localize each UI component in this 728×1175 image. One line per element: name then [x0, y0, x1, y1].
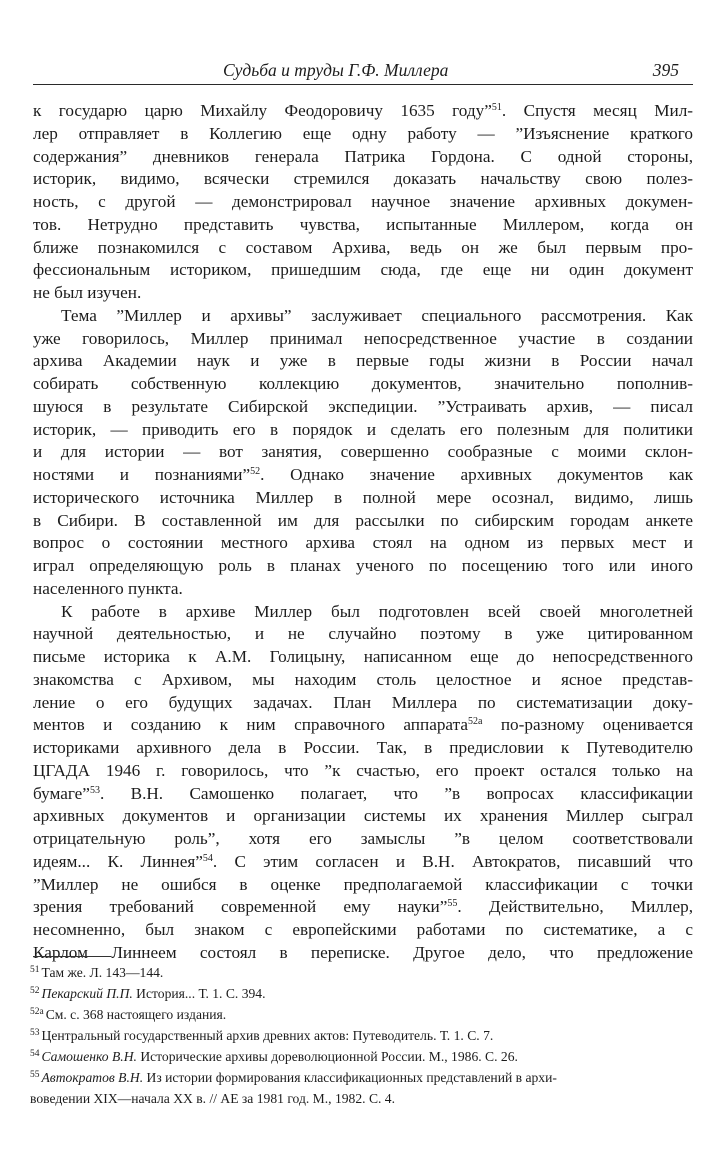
- text-line: ”Миллер не ошибся в оценке предполагаемой классификации с точки: [33, 874, 693, 894]
- footnote-ref-54: 54: [202, 852, 213, 864]
- footnote-ref-52: 52: [250, 466, 261, 477]
- text-line: историк, — приводить его в порядок и сделать его полезным для политики: [33, 419, 693, 439]
- footnote-ref-52a: 52а: [467, 716, 483, 728]
- text-line: населенного пункта.: [33, 578, 183, 598]
- text-line: К работе в архиве Миллер был подготовлен всей своей многолетней: [61, 601, 693, 621]
- text-line: уже говорилось, Миллер принимал непосредственное участие в создании: [33, 328, 693, 348]
- text-line: бумаге”$^{53}$. В.Н. Самошенко полагает, что ”в вопросах классификации: [33, 783, 693, 803]
- main-text: [33, 100, 693, 965]
- text-line: ностями и познаниями”$^{52}$. Однако значение архивных документов как: [33, 465, 693, 484]
- text-line: не был изучен.: [33, 283, 142, 302]
- footnotes: [30, 962, 694, 1109]
- text-line: ментов и созданию к ним справочного аппарата$^{52а}$ по-разному оценивается: [33, 715, 693, 735]
- text-line: знакомства с Архивом, мы находим столь целостное и ясное представ-: [33, 669, 693, 689]
- text-line: научной деятельностью, и не случайно поэтому в уже цитированном: [33, 624, 693, 644]
- footnote-divider: [33, 956, 111, 957]
- footnote: $^{55}$ Автократов В.Н. Из истории формирования классификационных представлений в архи-: [30, 1070, 557, 1085]
- page-number: 395: [652, 60, 679, 80]
- footnote: $^{52а}$ См. с. 368 настоящего издания.: [30, 1007, 227, 1022]
- text-line: вопрос о состоянии местного архива стоял на одном из первых мест и: [33, 533, 693, 553]
- text-line: лер отправляет в Коллегию еще одну работу — ”Изъяснение краткого: [33, 123, 693, 143]
- footnote: $^{51}$ Там же. Л. 143—144.: [30, 965, 164, 980]
- text-line: исторического источника Миллер в полной мере осознал, видимо, лишь: [33, 487, 693, 507]
- text-line: архива Академии наук и уже в первые годы жизни в России начал: [33, 351, 693, 371]
- footnote-ref-51: 51: [491, 102, 502, 113]
- text-line: играл определяющую роль в планах ученого по посещению того или иного: [33, 556, 693, 575]
- footnote: $^{52}$ Пекарский П.П. История... Т. 1. С. 394.: [30, 986, 266, 1001]
- footnote-continuation: воведении XIX—начала XX в. // АЕ за 1981 год. М., 1982. С. 4.: [30, 1091, 395, 1106]
- text-line: несомненно, был знаком с европейскими работами по систематике, а с: [33, 920, 693, 939]
- footnote: $^{54}$ Самошенко В.Н. Исторические архивы дореволюционной России. М., 1986. С. 26.: [30, 1049, 518, 1064]
- text-line: отрицательную роль”, хотя его замыслы ”в целом соответствовали: [33, 829, 693, 848]
- text-line: тов. Нетрудно представить чувства, испытанные Миллером, когда он: [33, 214, 693, 234]
- running-header: [33, 58, 693, 85]
- running-title: Судьба и труды Г.Ф. Миллера: [223, 60, 449, 80]
- footnote-ref-53: 53: [89, 784, 100, 796]
- footnote-ref-55: 55: [447, 898, 458, 910]
- text-line: содержания” дневников генерала Патрика Гордона. С одной стороны,: [33, 146, 693, 166]
- text-line: историками архивного дела в России. Так, в предисловии к Путеводителю: [33, 738, 693, 757]
- text-line: ление о его будущих задачах. План Миллера по систематизации доку-: [33, 692, 693, 712]
- text-line: Тема ”Миллер и архивы” заслуживает специального рассмотрения. Как: [61, 305, 693, 325]
- text-line: письме историка к А.М. Голицыну, написанном еще до непосредственного: [33, 647, 693, 666]
- footnote: $^{53}$ Центральный государственный архив древних актов: Путеводитель. Т. 1. С. 7.: [30, 1028, 494, 1043]
- text-line: ЦГАДА 1946 г. говорилось, что ”к счастью, его проект остался только на: [33, 760, 693, 780]
- text-line: Карлом Линнеем состоял в переписке. Другое дело, что предложение: [33, 942, 693, 962]
- text-line: и для истории — вот занятия, совершенно сообразные с моими склон-: [33, 442, 693, 462]
- text-line: к государю царю Михайлу Феодоровичу 1635 году”$^{51}$. Спустя месяц Мил-: [33, 101, 693, 120]
- text-line: идеям... К. Линнея”$^{54}$. С этим согласен и В.Н. Автократов, писавший что: [33, 851, 693, 871]
- text-line: шуюся в результате Сибирской экспедиции. ”Устраивать архив, — писал: [33, 396, 693, 416]
- text-line: зрения требований современной ему науки”$^{55}$. Действительно, Миллер,: [33, 897, 693, 917]
- text-line: собирать собственную коллекцию документов, значительно пополнив-: [33, 374, 693, 393]
- text-line: ность, с другой — демонстрировал научное значение архивных докумен-: [33, 192, 693, 211]
- text-line: ближе познакомился с составом Архива, ведь он же был первым про-: [33, 237, 693, 257]
- text-line: фессиональным историком, пришедшим сюда, где еще ни один документ: [33, 260, 693, 280]
- text-line: историк, видимо, всячески стремился доказать начальству свою полез-: [33, 169, 693, 189]
- text-line: архивных документов и организации системы их хранения Миллер сыграл: [33, 806, 693, 826]
- text-line: в Сибири. В составленной им для рассылки по сибирским городам анкете: [33, 510, 693, 530]
